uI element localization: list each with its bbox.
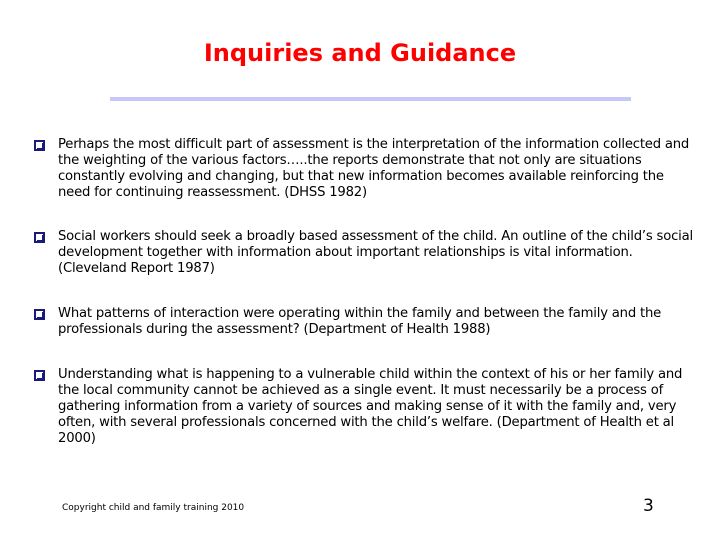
checkbox-bullet-icon: [34, 309, 45, 320]
checkbox-bullet-icon: [34, 140, 45, 151]
page-number: 3: [643, 496, 654, 516]
bullet-text: Understanding what is happening to a vulnerable child within the context of his or her family and the local community cannot be achieved as a single event. It must necessarily be a process of gathering information from a variety of sources and making sense of it with the family and, very often, with several professionals concerned with the child’s welfare. (Department of Health et al 2000): [58, 367, 683, 446]
title-divider: [110, 97, 631, 101]
bullet-text: What patterns of interaction were operating within the family and between the family and the professionals during the assessment? (Department of Health 1988): [58, 306, 662, 337]
bullet-text: Social workers should seek a broadly based assessment of the child. An outline of the child’s social development together with information about important relationships is vital information. (Cleveland Report 1987): [58, 229, 693, 276]
slide-title: Inquiries and Guidance: [203, 39, 517, 67]
bullet-text: Perhaps the most difficult part of assessment is the interpretation of the information collected and the weighting of the various factors…..the reports demonstrate that not only are situations constantly evolving and changing, but that new information becomes available reinforcing the need for continuing reassessment. (DHSS 1982): [58, 137, 690, 200]
checkbox-bullet-icon: [34, 370, 45, 381]
checkbox-bullet-icon: [34, 232, 45, 243]
copyright-footer: Copyright child and family training 2010: [62, 503, 245, 513]
